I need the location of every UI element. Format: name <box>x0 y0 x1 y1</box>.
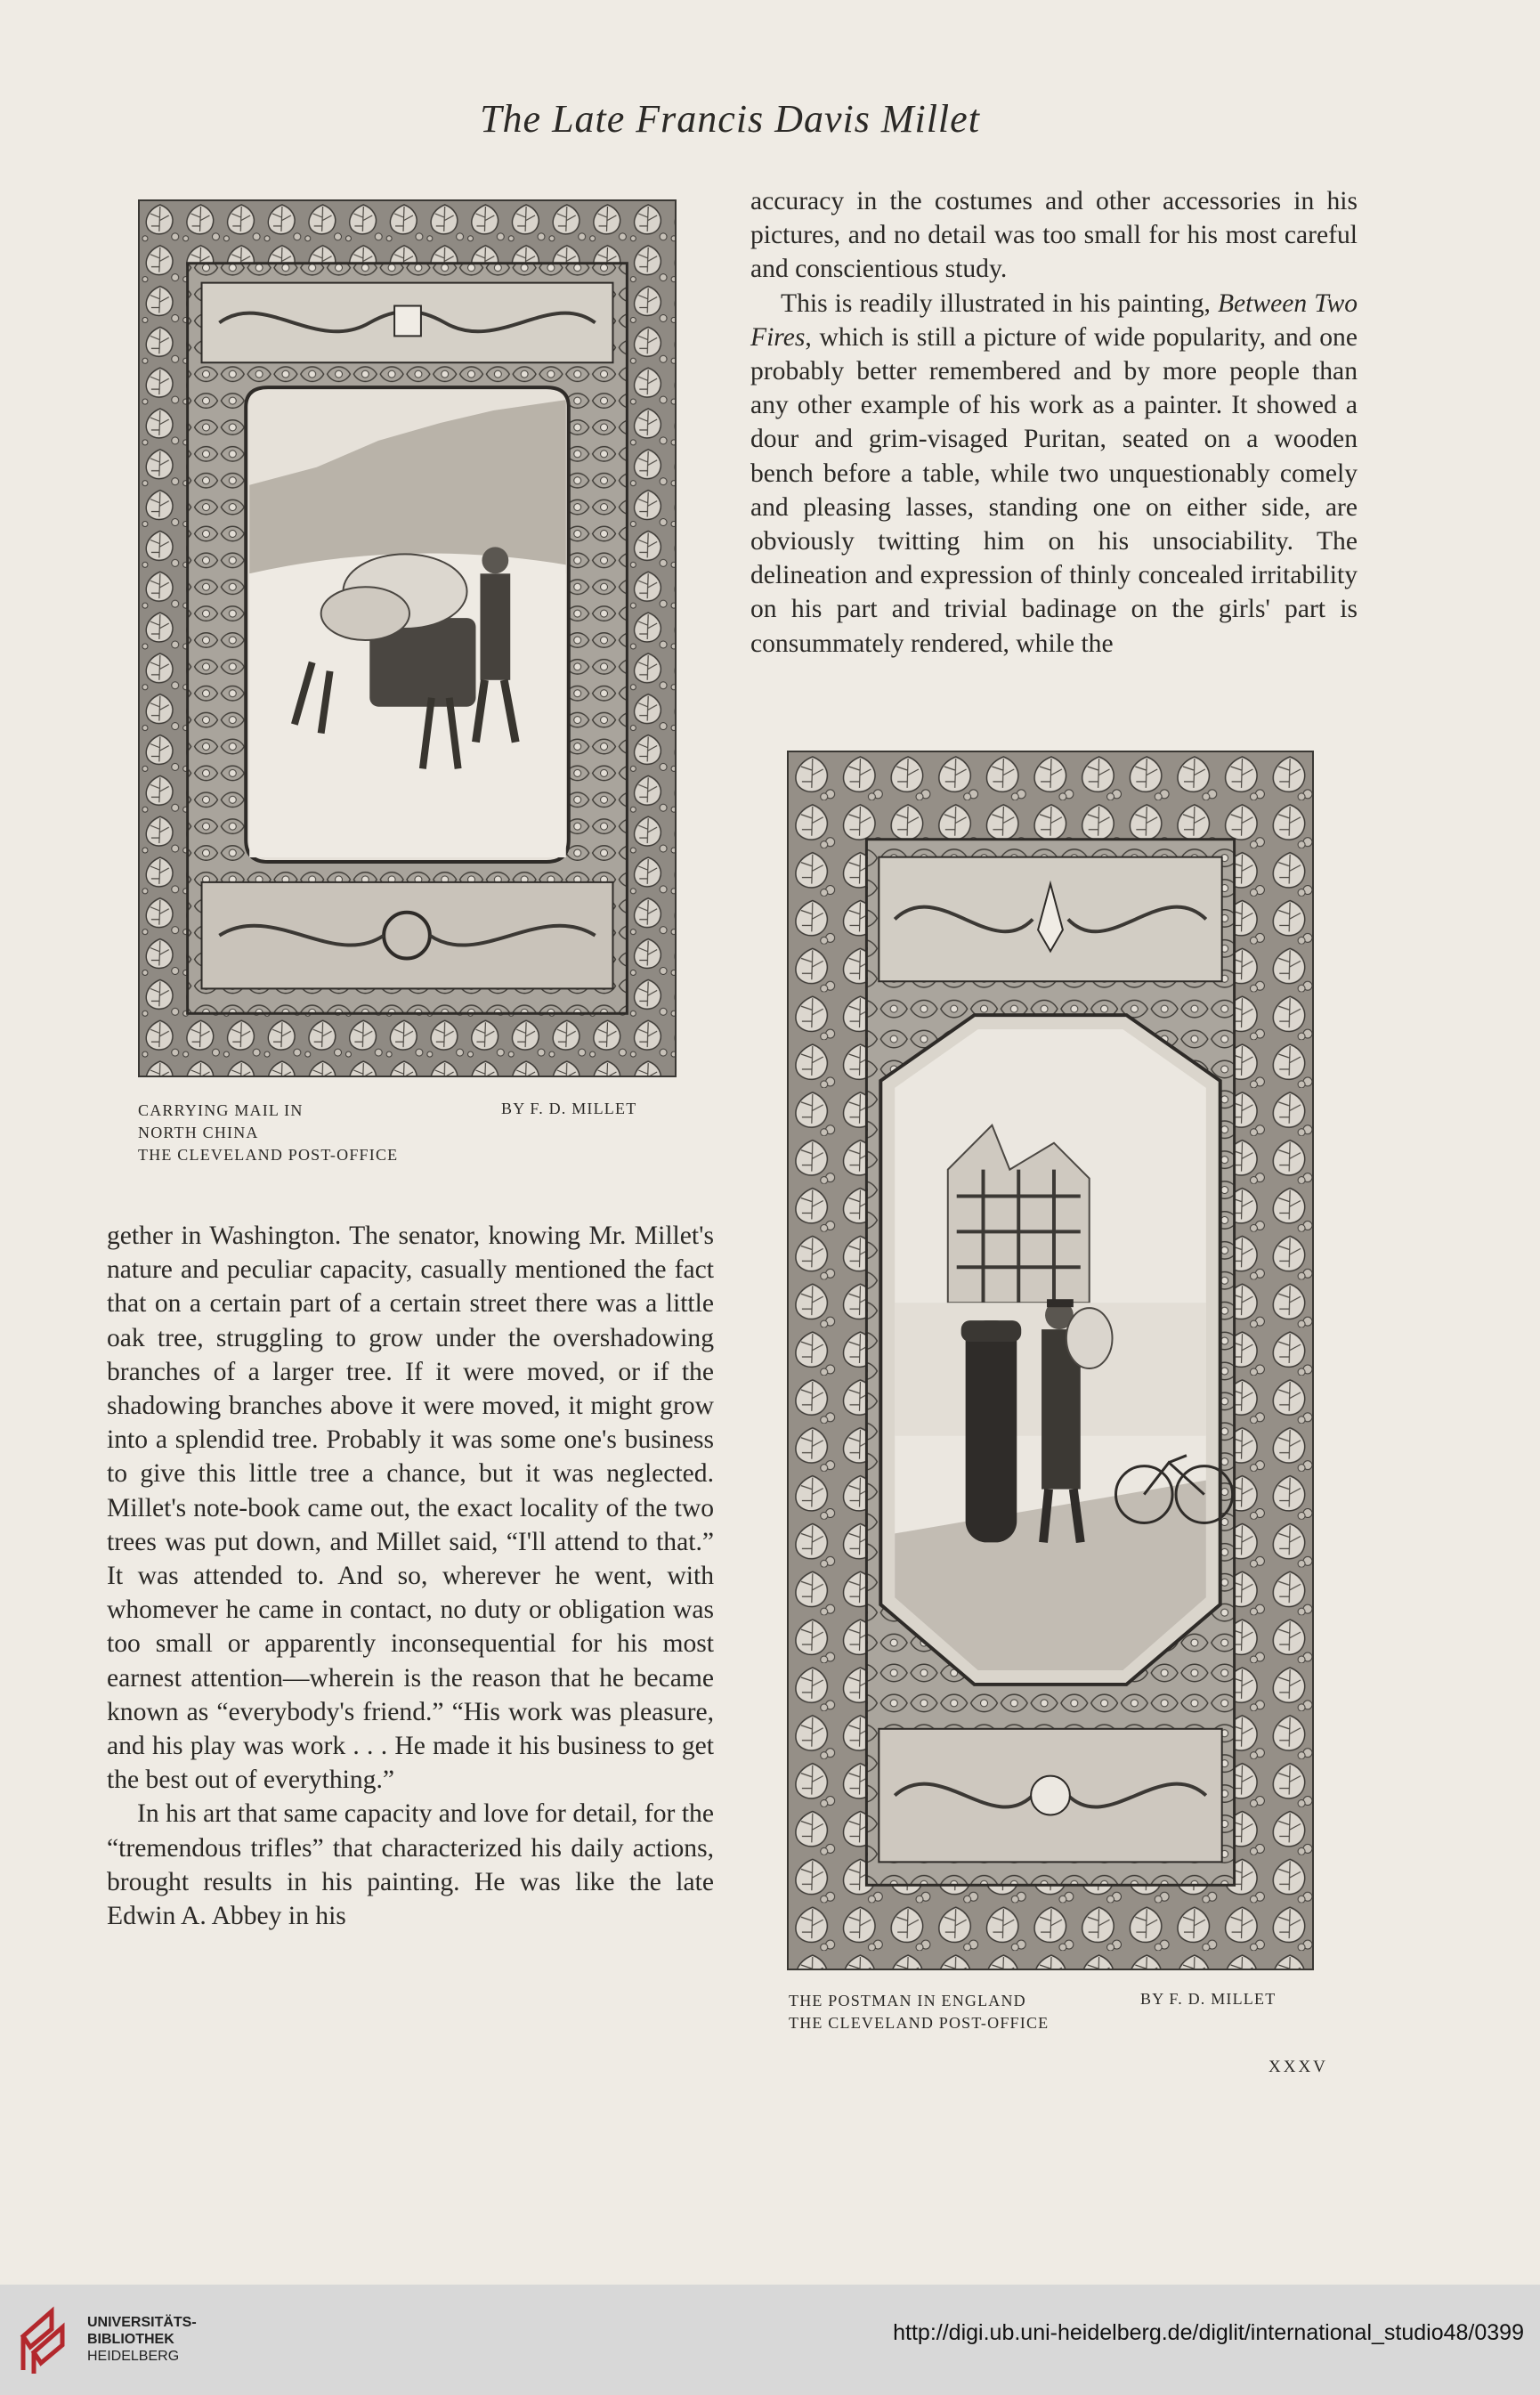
illustration-postman <box>787 751 1314 1970</box>
artist-credit: BY F. D. MILLET <box>501 1100 637 1117</box>
mural-panel-image <box>140 201 675 1076</box>
library-name-line: BIBLIOTHEK <box>87 2332 174 2347</box>
right-column-top-text <box>750 184 1358 661</box>
caption-carrying-mail <box>138 1100 398 1166</box>
page-title: The Late Francis Davis Millet <box>480 97 980 141</box>
paragraph: gether in Washington. The senator, knowing Mr. Millet's nature and peculiar capacity, casually mentioned the fact that on a certain part of a certain street there was a little oak tree, struggling to grow under the overshadowing branches of a larger tree. If it were moved, or if the shadowing branches above it were moved, it might grow into a splendid tree. Probably it was some one's business to give this little tree a chance, but it was neglected. Millet's note-book came out, the exact locality of the two trees was put down, and Millet said, “I'll attend to that.” It was attended to. And so, wherever he went, with whomever he came in contact, no duty or obligation was too small or apparently inconsequential for his most earnest attention—wherein is the reason that he became known as “everybody's friend.” “His work was pleasure, and his play was work . . . He made it his business to get the best out of everything.” <box>107 1222 714 1795</box>
mural-panel-image <box>789 752 1312 1969</box>
digitization-footer <box>0 2285 1540 2395</box>
caption-postman <box>789 1990 1049 2034</box>
illustration-carrying-mail <box>138 199 677 1077</box>
left-column-bottom-text <box>107 1219 714 1933</box>
paragraph: In his art that same capacity and love for detail, for the “tremendous trifles” that characterized his daily actions, brought results in his painting. He was like the late Edwin A. Abbey in his <box>107 1799 714 1931</box>
paragraph-text: , which is still a picture of wide popularity, and one probably better remembered and by more people than any other example of his work as a painter. It showed a dour and grim-visaged Puritan, seated on a wooden bench before a table, while two unquestionably comely and pleasing lasses, standing one on either side, are obviously twitting him on his unsociability. The delineation and expression of thinly concealed irritability on his part and trivial badinage on the girls' part is consummately rendered, while the <box>750 322 1358 658</box>
library-name-line: UNIVERSITÄTS- <box>87 2315 197 2330</box>
library-logo-icon <box>14 2301 73 2375</box>
caption-line: CARRYING MAIL IN <box>138 1101 304 1119</box>
artist-credit: BY F. D. MILLET <box>1140 1990 1277 2008</box>
paragraph: accuracy in the costumes and other accessories in his pictures, and no detail was too small for his most careful and conscientious study. <box>750 187 1358 284</box>
caption-line: NORTH CHINA <box>138 1124 259 1141</box>
library-name <box>87 2314 197 2365</box>
paragraph-text: This is readily illustrated in his painting, <box>781 288 1218 318</box>
caption-line: THE CLEVELAND POST-OFFICE <box>138 1146 399 1164</box>
source-url-link[interactable]: http://digi.ub.uni-heidelberg.de/diglit/international_studio48/0399 <box>893 2320 1524 2345</box>
painting-title: Between Two Fires <box>750 288 1358 352</box>
page-number: XXXV <box>1268 2058 1328 2076</box>
caption-line: THE CLEVELAND POST-OFFICE <box>789 2014 1050 2032</box>
paragraph <box>750 287 1358 661</box>
caption-line: THE POSTMAN IN ENGLAND <box>789 1992 1026 2009</box>
library-name-line: HEIDELBERG <box>87 2349 180 2364</box>
